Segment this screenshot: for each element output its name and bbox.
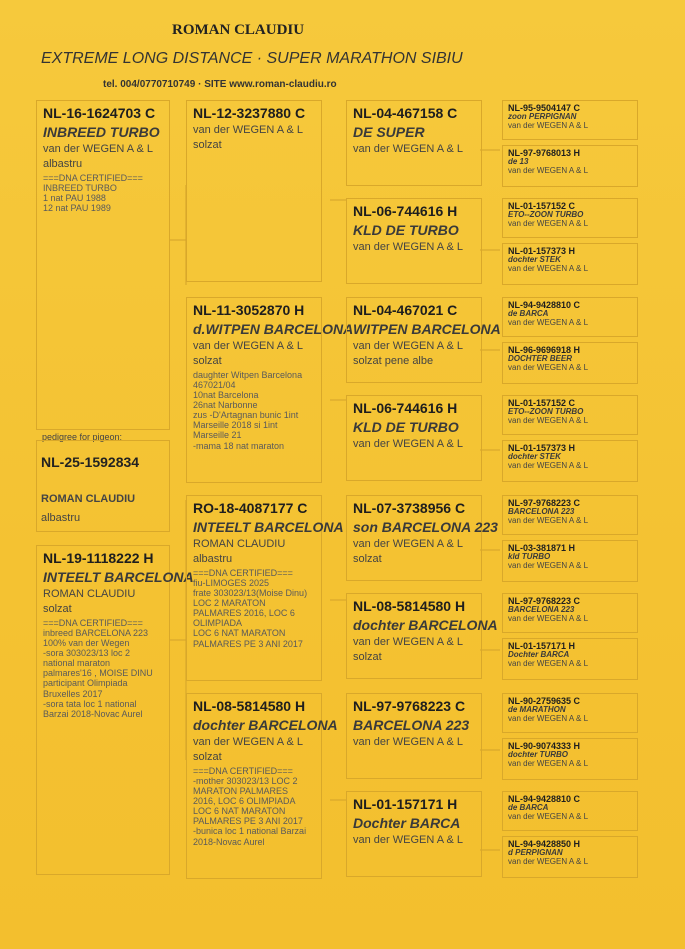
gen4-box-8 <box>502 440 638 482</box>
gen2-box-4 <box>186 693 338 879</box>
gen4-box-7 <box>502 395 638 435</box>
gen3-owner: van der WEGEN A & L <box>353 736 464 748</box>
gen2-name: d.WITPEN BARCELONA <box>193 321 354 337</box>
dam-name: INTEELT BARCELONA <box>43 569 194 585</box>
gen4-owner: van der WEGEN A & L <box>508 460 589 470</box>
gen4-owner: van der WEGEN A & L <box>508 120 589 130</box>
gen4-owner: van der WEGEN A & L <box>508 515 589 525</box>
dam-color: solzat <box>43 603 72 615</box>
gen4-box-11 <box>502 593 638 633</box>
gen3-box-4 <box>346 395 482 481</box>
gen3-name: BARCELONA 223 <box>353 717 470 733</box>
gen4-ring: NL-97-9768223 C <box>508 596 581 606</box>
gen2-owner: van der WEGEN A & L <box>193 340 304 352</box>
gen2-box-1 <box>186 100 322 282</box>
gen4-name: ETO--ZOON TURBO <box>508 210 584 220</box>
gen3-owner: van der WEGEN A & L <box>353 241 464 253</box>
pigeon-label: pedigree for pigeon: <box>42 432 123 442</box>
gen3-name: KLD DE TURBO <box>353 419 459 435</box>
gen4-box-6 <box>502 342 638 384</box>
gen2-ring: NL-08-5814580 H <box>193 698 306 714</box>
gen2-box-3 <box>186 495 344 681</box>
gen4-owner: van der WEGEN A & L <box>508 218 589 228</box>
gen3-box-3 <box>346 297 501 383</box>
gen4-name: DOCHTER BEER <box>508 354 573 364</box>
gen3-ring: NL-01-157171 H <box>353 796 458 812</box>
gen4-name: BARCELONA 223 <box>508 605 575 615</box>
sire-name: INBREED TURBO <box>43 124 160 140</box>
gen4-name: ETO--ZOON TURBO <box>508 407 584 417</box>
gen3-owner: van der WEGEN A & L <box>353 834 464 846</box>
gen4-ring: NL-94-9428810 C <box>508 794 581 804</box>
gen4-box-10 <box>502 540 638 582</box>
gen2-name: INTEELT BARCELONA <box>193 519 344 535</box>
pigeon-owner: ROMAN CLAUDIU <box>41 493 136 505</box>
gen3-owner: van der WEGEN A & L <box>353 538 464 550</box>
gen3-name: WITPEN BARCELONA <box>353 321 501 337</box>
sire-box <box>36 100 170 430</box>
gen2-color: albastru <box>193 553 233 565</box>
gen4-box-9 <box>502 495 638 535</box>
gen4-owner: van der WEGEN A & L <box>508 758 589 768</box>
gen3-owner: van der WEGEN A & L <box>353 636 464 648</box>
gen4-ring: NL-96-9696918 H <box>508 345 581 355</box>
gen3-color: solzat <box>353 651 382 663</box>
gen2-color: solzat <box>193 139 222 151</box>
gen3-ring: NL-06-744616 H <box>353 400 458 416</box>
gen4-ring: NL-97-9768013 H <box>508 148 581 158</box>
breeder-name: ROMAN CLAUDIU <box>172 22 305 38</box>
dam-ring: NL-19-1118222 H <box>43 550 154 566</box>
gen4-name: d PERPIGNAN <box>508 848 563 858</box>
gen4-ring: NL-94-9428850 H <box>508 839 581 849</box>
gen4-name: de 13 <box>508 157 529 167</box>
gen4-owner: van der WEGEN A & L <box>508 165 589 175</box>
gen4-owner: van der WEGEN A & L <box>508 613 589 623</box>
gen2-owner: van der WEGEN A & L <box>193 124 304 136</box>
gen4-name: Dochter BARCA <box>508 650 570 660</box>
sire-color: albastru <box>43 158 83 170</box>
gen2-notes: ===DNA CERTIFIED=== fiu-LIMOGES 2025 frate 303023/13(Moise Dinu) LOC 2 MARATON PALMARES 2016, LOC 6 OLIMPIADA LOC 6 NAT MARATON PALMARES PE 3 ANI 2017 <box>193 568 308 649</box>
gen2-color: solzat <box>193 751 222 763</box>
gen4-ring: NL-01-157373 H <box>508 443 576 453</box>
gen3-name: Dochter BARCA <box>353 815 461 831</box>
gen4-owner: van der WEGEN A & L <box>508 713 589 723</box>
gen2-ring: NL-12-3237880 C <box>193 105 306 121</box>
gen3-name: dochter BARCELONA <box>353 617 498 633</box>
gen4-name: dochter STEK <box>508 255 561 265</box>
gen2-notes: ===DNA CERTIFIED=== -mother 303023/13 LOC 2 MARATON PALMARES 2016, LOC 6 OLIMPIADA LOC 6 NAT MARATON PALMARES PE 3 ANI 2017 -bunica loc 1 national Barzai 2018-Novac Aurel <box>193 766 307 847</box>
gen3-ring: NL-04-467021 C <box>353 302 458 318</box>
gen4-owner: van der WEGEN A & L <box>508 263 589 273</box>
gen3-name: son BARCELONA 223 <box>353 519 498 535</box>
gen3-ring: NL-06-744616 H <box>353 203 458 219</box>
gen4-name: dochter STEK <box>508 452 561 462</box>
gen3-box-5 <box>346 495 498 581</box>
gen3-box-2 <box>346 198 482 284</box>
gen4-ring: NL-90-9074333 H <box>508 741 581 751</box>
gen3-ring: NL-97-9768223 C <box>353 698 466 714</box>
gen4-ring: NL-90-2759635 C <box>508 696 581 706</box>
gen2-box-2 <box>186 297 354 483</box>
gen4-ring: NL-01-157152 C <box>508 398 576 408</box>
gen2-color: solzat <box>193 355 222 367</box>
gen4-ring: NL-97-9768223 C <box>508 498 581 508</box>
breeder-contact: tel. 004/0770710749 · SITE www.roman-claudiu.ro <box>103 79 337 90</box>
gen4-owner: van der WEGEN A & L <box>508 560 589 570</box>
gen4-owner: van der WEGEN A & L <box>508 415 589 425</box>
gen4-box-14 <box>502 738 638 780</box>
gen4-owner: van der WEGEN A & L <box>508 362 589 372</box>
gen3-owner: van der WEGEN A & L <box>353 438 464 450</box>
gen4-owner: van der WEGEN A & L <box>508 317 589 327</box>
dam-box <box>36 545 194 875</box>
gen4-box-13 <box>502 693 638 733</box>
gen4-name: de BARCA <box>508 803 549 813</box>
gen4-name: de MARATHON <box>508 705 566 715</box>
gen3-box-7 <box>346 693 482 779</box>
gen3-ring: NL-08-5814580 H <box>353 598 466 614</box>
gen4-box-5 <box>502 297 638 337</box>
gen4-name: zoon PERPIGNAN <box>508 112 577 122</box>
dam-notes: ===DNA CERTIFIED=== inbreed BARCELONA 223 100% van der Wegen -sora 303023/13 loc 2 national maraton palmares'16 , MOISE DINU participant Olimpiada Bruxelles 2017 -sora tata loc 1 national Barzai 2018-Novac Aurel <box>43 618 153 719</box>
gen4-name: kld TURBO <box>508 552 551 562</box>
gen4-name: BARCELONA 223 <box>508 507 575 517</box>
gen3-box-6 <box>346 593 498 679</box>
gen4-owner: van der WEGEN A & L <box>508 811 589 821</box>
gen4-owner: van der WEGEN A & L <box>508 856 589 866</box>
gen4-box-3 <box>502 198 638 238</box>
gen4-box-2 <box>502 145 638 187</box>
gen3-ring: NL-07-3738956 C <box>353 500 466 516</box>
gen4-ring: NL-01-157171 H <box>508 641 576 651</box>
gen4-box-4 <box>502 243 638 285</box>
gen3-owner: van der WEGEN A & L <box>353 143 464 155</box>
gen2-notes: daughter Witpen Barcelona 467021/04 10nat Barcelona 26nat Narbonne zus -D'Artagnan bunic 1int Marseille 2018 si 1int Marseille 21 -mama 18 nat maraton <box>193 370 303 451</box>
gen3-box-8 <box>346 791 482 877</box>
gen4-ring: NL-95-9504147 C <box>508 103 581 113</box>
gen2-ring: NL-11-3052870 H <box>193 302 305 318</box>
gen3-name: DE SUPER <box>353 124 425 140</box>
gen2-ring: RO-18-4087177 C <box>193 500 308 516</box>
gen4-owner: van der WEGEN A & L <box>508 658 589 668</box>
gen3-color: solzat pene albe <box>353 355 434 367</box>
gen2-name: dochter BARCELONA <box>193 717 338 733</box>
gen3-ring: NL-04-467158 C <box>353 105 458 121</box>
gen4-ring: NL-94-9428810 C <box>508 300 581 310</box>
gen3-box-1 <box>346 100 482 186</box>
gen3-name: KLD DE TURBO <box>353 222 459 238</box>
dam-owner: ROMAN CLAUDIU <box>43 588 136 600</box>
gen4-name: dochter TURBO <box>508 750 568 760</box>
gen4-ring: NL-01-157152 C <box>508 201 576 211</box>
gen4-box-12 <box>502 638 638 680</box>
gen3-owner: van der WEGEN A & L <box>353 340 464 352</box>
gen2-owner: ROMAN CLAUDIU <box>193 538 286 550</box>
sire-ring: NL-16-1624703 C <box>43 105 156 121</box>
breeder-subtitle: EXTREME LONG DISTANCE · SUPER MARATHON SIBIU <box>41 50 463 67</box>
gen2-owner: van der WEGEN A & L <box>193 736 304 748</box>
gen4-box-15 <box>502 791 638 831</box>
gen4-ring: NL-01-157373 H <box>508 246 576 256</box>
gen4-box-16 <box>502 836 638 878</box>
gen3-color: solzat <box>353 553 382 565</box>
gen4-ring: NL-03-381871 H <box>508 543 576 553</box>
sire-notes: ===DNA CERTIFIED=== INBREED TURBO 1 nat PAU 1988 12 nat PAU 1989 <box>43 173 143 214</box>
pigeon-color: albastru <box>41 512 81 524</box>
pigeon-ring: NL-25-1592834 <box>41 454 140 470</box>
gen4-box-1 <box>502 100 638 140</box>
sire-owner: van der WEGEN A & L <box>43 143 154 155</box>
gen4-name: de BARCA <box>508 309 549 319</box>
